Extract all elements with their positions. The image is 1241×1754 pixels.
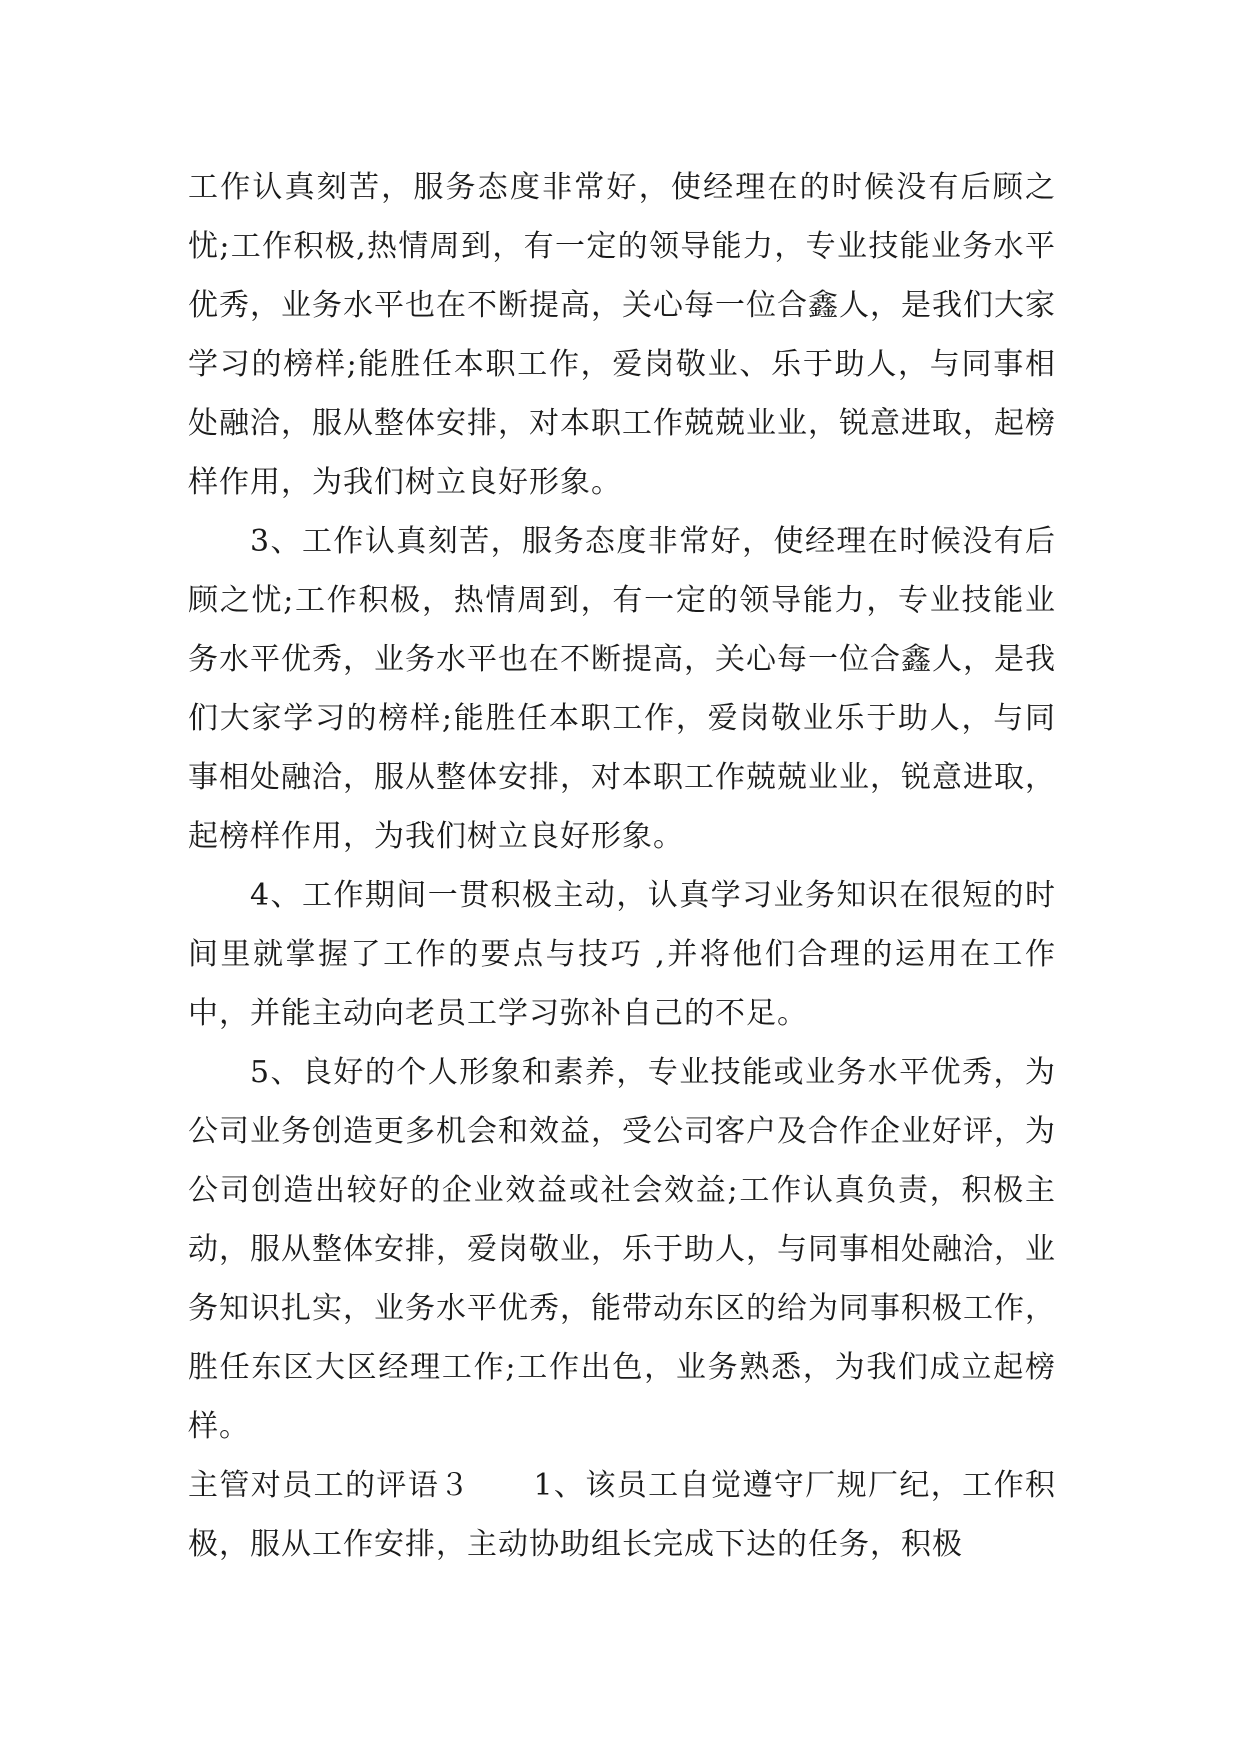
paragraph-3: 4、工作期间一贯积极主动，认真学习业务知识在很短的时间里就掌握了工作的要点与技巧 ,并将他们合理的运用在工作中，并能主动向老员工学习弥补自己的不足。 — [188, 878, 1056, 1031]
paragraph-1: 工作认真刻苦，服务态度非常好，使经理在的时候没有后顾之忧;工作积极,热情周到，有一定的领导能力，专业技能业务水平优秀，业务水平也在不断提高，关心每一位合鑫人，是我们大家学习的榜样;能胜任本职工作，爱岗敬业、乐于助人，与同事相处融洽，服从整体安排，对本职工作兢兢业业，锐意进取，起榜样作用，为我们树立良好形象。 — [188, 170, 1056, 500]
document-body — [188, 158, 1056, 1574]
paragraph-5: 主管对员工的评语３ 1、该员工自觉遵守厂规厂纪，工作积极，服从工作安排，主动协助组长完成下达的任务，积极 — [188, 1468, 1056, 1562]
paragraph-2: 3、工作认真刻苦，服务态度非常好，使经理在时候没有后顾之忧;工作积极，热情周到，有一定的领导能力，专业技能业务水平优秀，业务水平也在不断提高，关心每一位合鑫人，是我们大家学习的榜样;能胜任本职工作，爱岗敬业乐于助人，与同事相处融洽，服从整体安排，对本职工作兢兢业业，锐意进取，起榜样作用，为我们树立良好形象。 — [188, 524, 1056, 854]
paragraph-4: 5、良好的个人形象和素养，专业技能或业务水平优秀，为公司业务创造更多机会和效益，受公司客户及合作企业好评，为公司创造出较好的企业效益或社会效益;工作认真负责，积极主动，服从整体安排，爱岗敬业，乐于助人，与同事相处融洽，业务知识扎实，业务水平优秀，能带动东区的给为同事积极工作，胜任东区大区经理工作;工作出色，业务熟悉，为我们成立起榜样。 — [188, 1055, 1056, 1444]
